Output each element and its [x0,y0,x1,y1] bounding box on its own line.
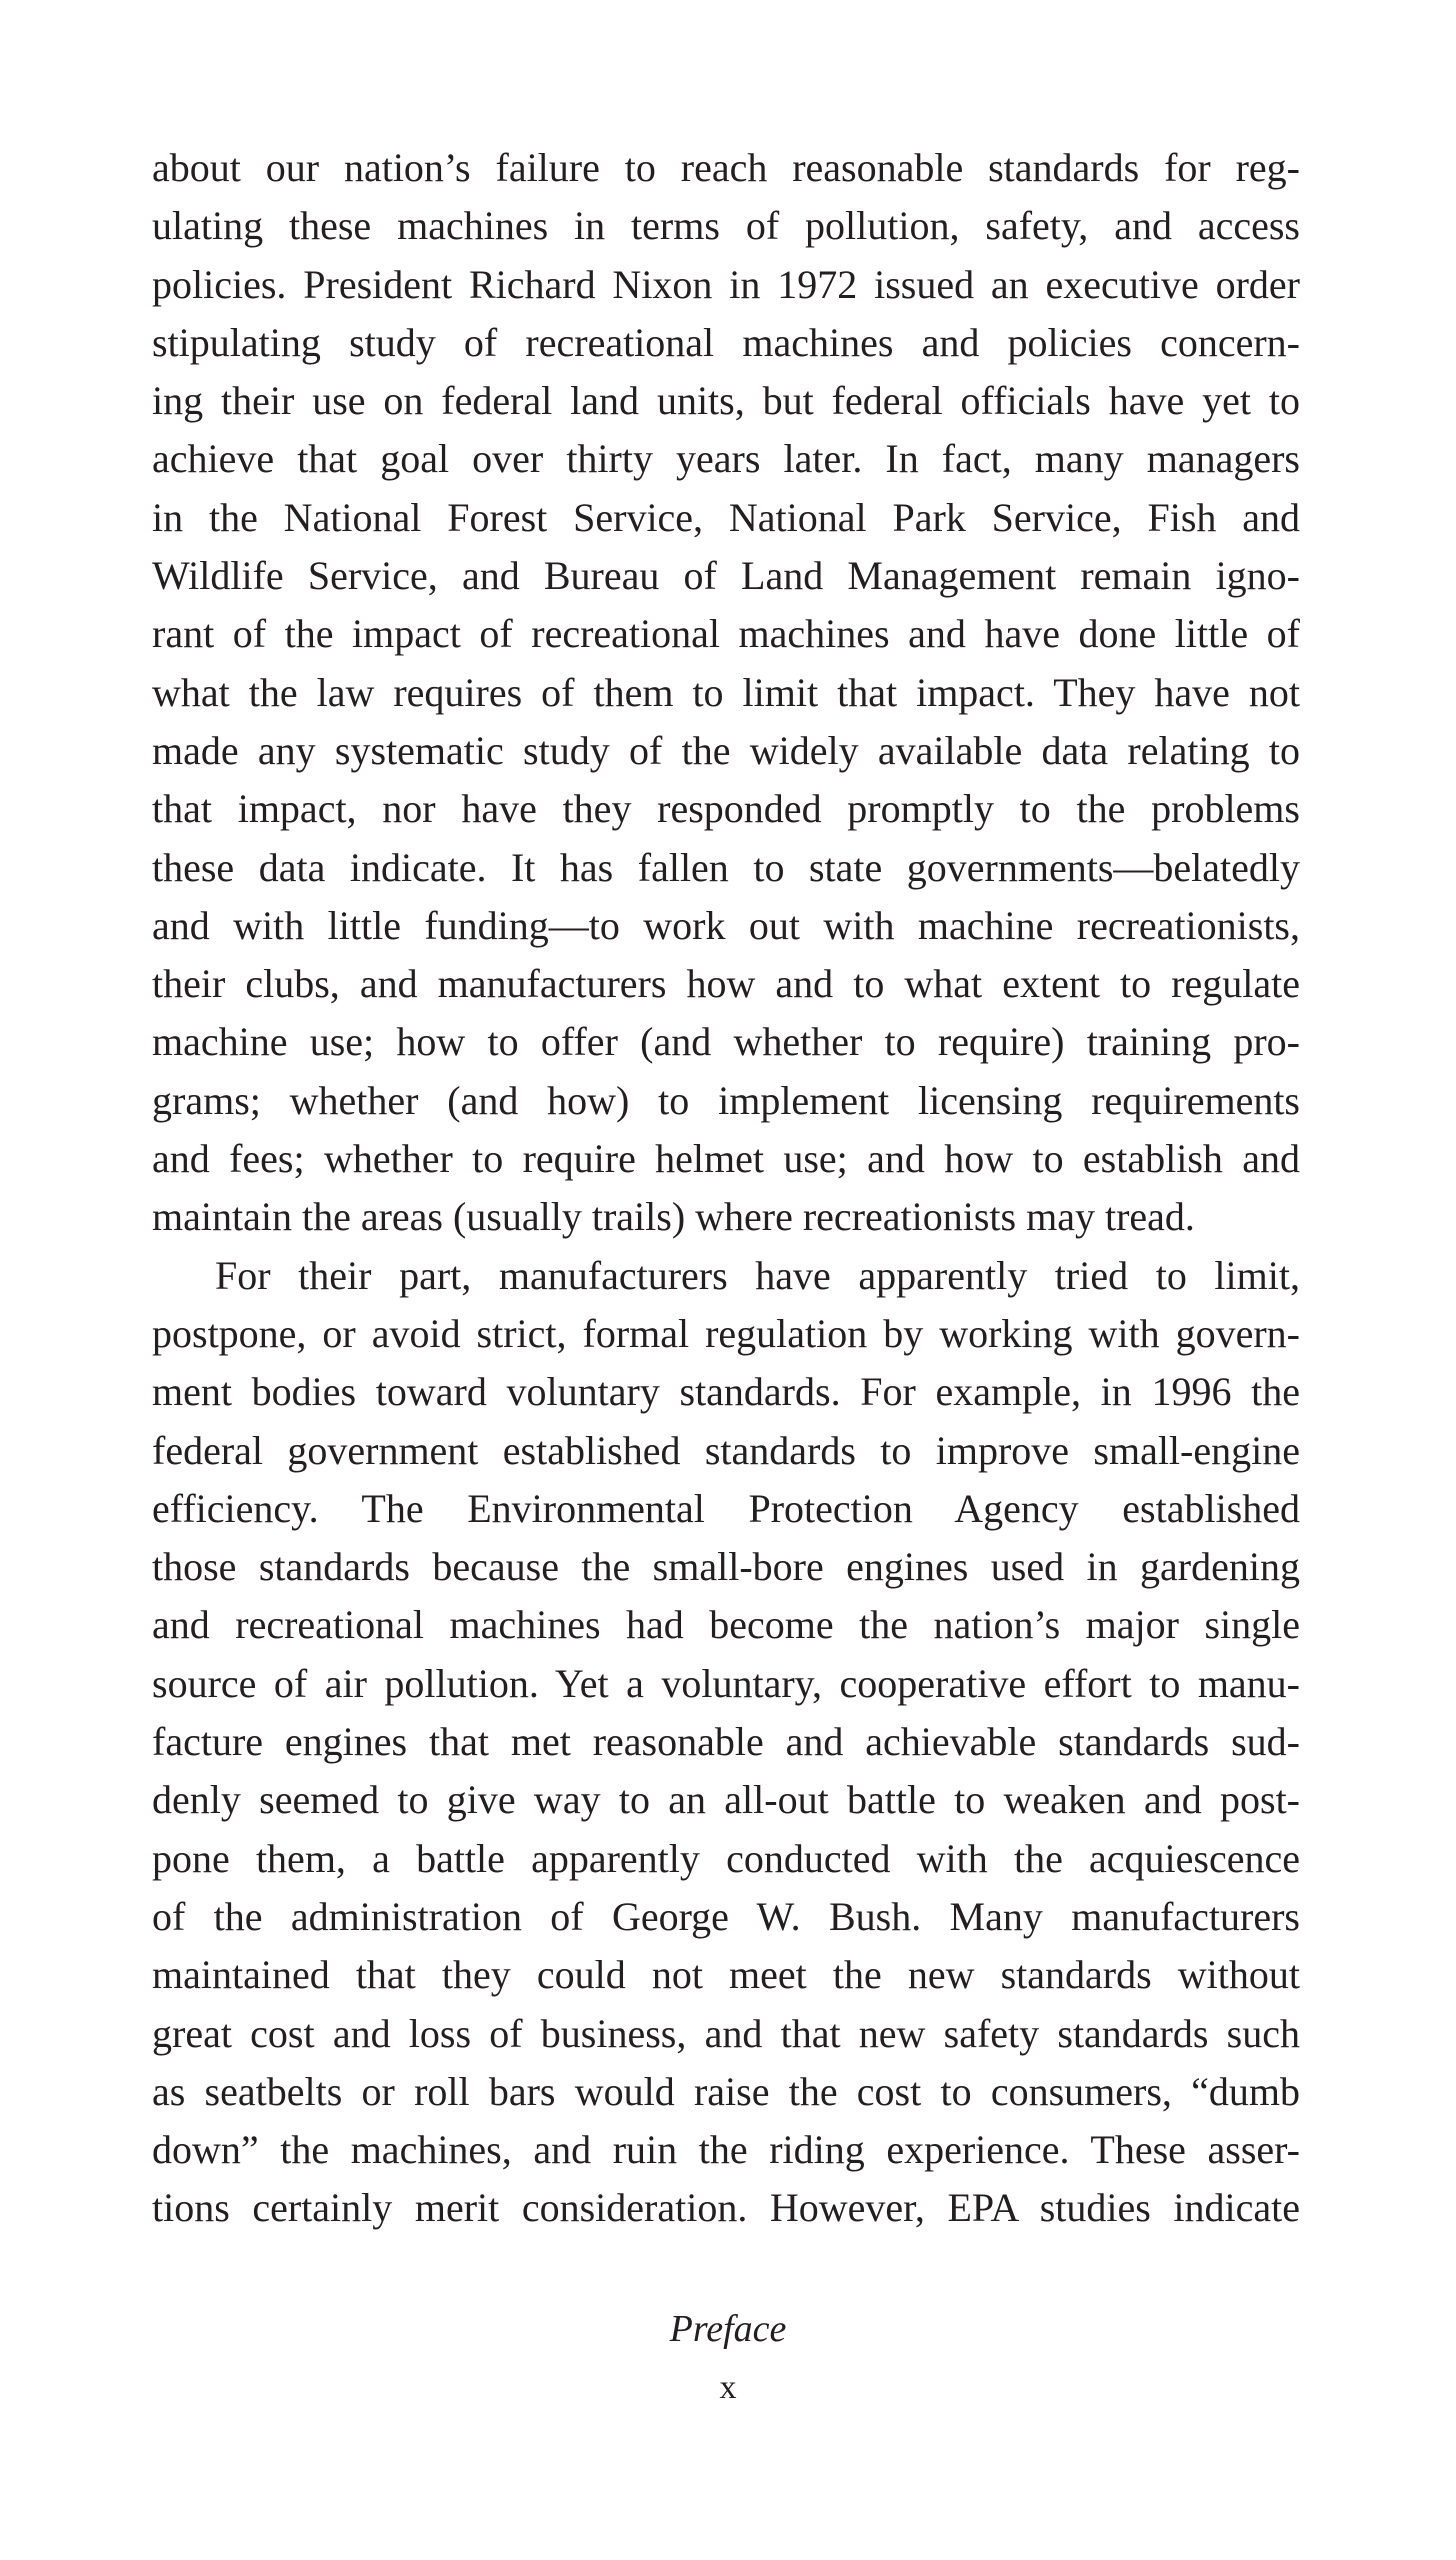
text-line: and recreational machines had become the nation’s major single [152,1602,1300,1648]
text-line: made any systematic study of the widely available data relating to [152,727,1300,773]
text-line: these data indicate. It has fallen to state governments—belatedly [152,844,1300,890]
paragraph-2 [152,1247,1300,2238]
text-line: and fees; whether to require helmet use; and how to establish and [152,1136,1300,1182]
text-line: achieve that goal over thirty years later. In fact, many managers [152,436,1300,482]
text-line: ulating these machines in terms of pollution, safety, and access [152,203,1300,249]
text-line: of the administration of George W. Bush. Many manufacturers [152,1893,1300,1939]
text-line: efficiency. The Environmental Protection Agency established [152,1485,1300,1531]
text-line: maintained that they could not meet the new standards without [152,1952,1300,1998]
text-line: great cost and loss of business, and that new safety standards such [152,2010,1300,2056]
page-number: x [719,2369,737,2406]
text-line: source of air pollution. Yet a voluntary, cooperative effort to manu- [152,1660,1300,1706]
body-text [152,139,1300,2238]
text-line: facture engines that met reasonable and achievable standards sud- [152,1719,1300,1765]
running-head-title: Preface [669,2308,787,2350]
text-line: about our nation’s failure to reach reasonable standards for reg- [152,145,1300,190]
text-line: ing their use on federal land units, but federal officials have yet to [152,378,1300,424]
text-line: those standards because the small-bore engines used in gardening [152,1544,1300,1590]
text-line: their clubs, and manufacturers how and to what extent to regulate [152,961,1300,1007]
text-line: what the law requires of them to limit that impact. They have not [152,669,1300,715]
running-head [0,2305,1456,2353]
text-line: and with little funding—to work out with machine recreationists, [152,902,1300,948]
text-line: stipulating study of recreational machines and policies concern- [152,319,1300,365]
text-line: federal government established standards to improve small-engine [152,1427,1300,1473]
text-line: postpone, or avoid strict, formal regulation by working with govern- [152,1310,1300,1356]
text-line: in the National Forest Service, National Park Service, Fish and [152,494,1300,540]
text-line: For their part, manufacturers have apparently tried to limit, [215,1252,1300,1298]
text-line: tions certainly merit consideration. However, EPA studies indicate [152,2185,1300,2231]
text-line: machine use; how to offer (and whether to require) training pro- [152,1019,1300,1065]
text-line: Wildlife Service, and Bureau of Land Management remain igno- [152,553,1300,599]
text-line: denly seemed to give way to an all-out battle to weaken and post- [152,1777,1300,1823]
text-line: rant of the impact of recreational machines and have done little of [152,611,1300,657]
text-line: as seatbelts or roll bars would raise the cost to consumers, “dumb [152,2068,1300,2114]
text-line: policies. President Richard Nixon in 1972 issued an executive order [152,261,1300,307]
text-line: pone them, a battle apparently conducted with the acquiescence [152,1835,1300,1881]
text-line: maintain the areas (usually trails) where recreationists may tread. [152,1194,1195,1240]
text-line: down” the machines, and ruin the riding experience. These asser- [152,2127,1300,2173]
text-line: grams; whether (and how) to implement licensing requirements [152,1077,1300,1123]
text-line: ment bodies toward voluntary standards. For example, in 1996 the [152,1369,1300,1415]
text-line: that impact, nor have they responded promptly to the problems [152,786,1300,832]
paragraph-1 [152,139,1300,1247]
